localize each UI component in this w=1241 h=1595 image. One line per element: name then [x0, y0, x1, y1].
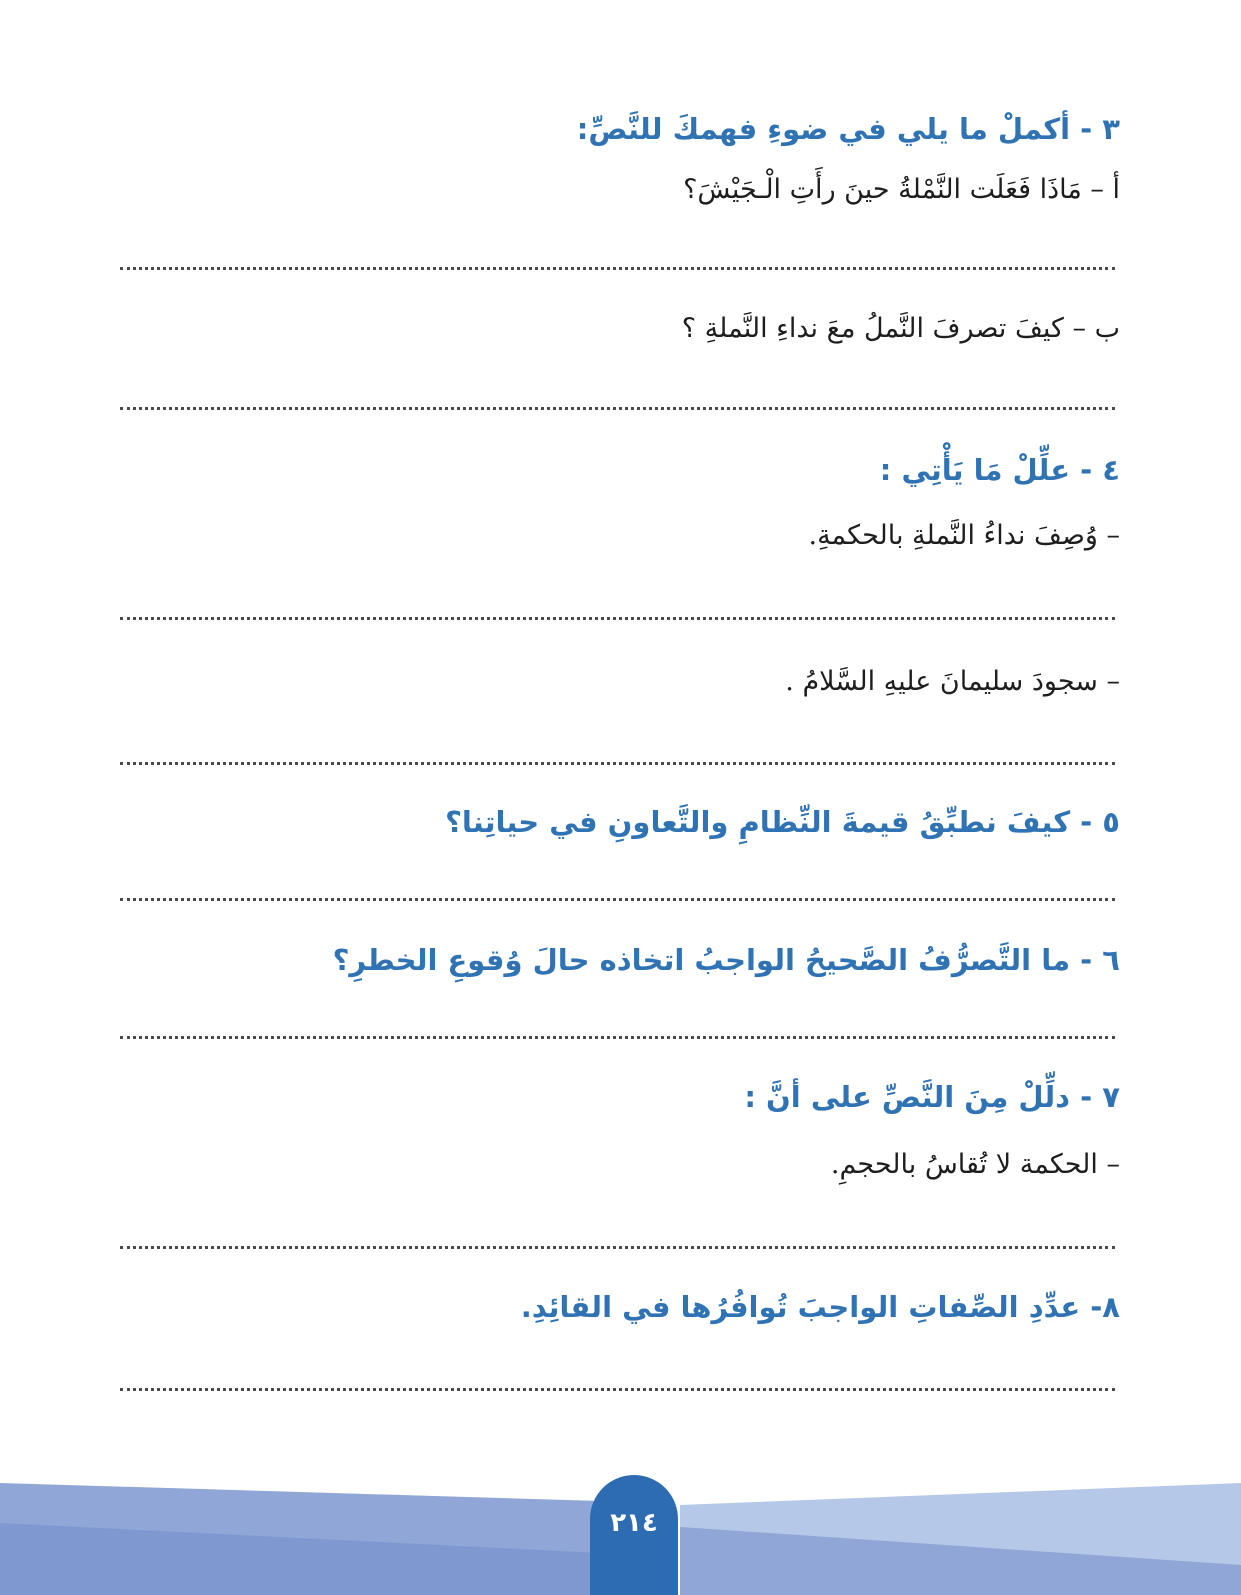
question-8-heading: ٨- عدِّدِ الصِّفاتِ الواجبَ تُوافُرُها في القائِدِ.: [520, 1290, 1120, 1324]
question-3-heading: ٣ - أكملْ ما يلي في ضوءِ فهمكَ للنَّصِّ:: [576, 112, 1120, 146]
answer-line-7a[interactable]: [120, 1246, 1115, 1249]
answer-line-4b[interactable]: [120, 762, 1115, 765]
question-5-heading: ٥ - كيفَ نطبِّقُ قيمةَ النِّظامِ والتَّعاونِ في حياتِنا؟: [445, 805, 1120, 839]
answer-line-8[interactable]: [120, 1388, 1115, 1391]
question-4b-text: – سجودَ سليمانَ عليهِ السَّلامُ .: [785, 666, 1120, 697]
answer-line-6[interactable]: [120, 1036, 1115, 1039]
answer-line-3b[interactable]: [120, 407, 1115, 410]
page-number: ٢١٤: [610, 1508, 658, 1538]
question-4-heading: ٤ - علِّلْ مَا يَأْتِي :: [879, 453, 1120, 487]
answer-line-5[interactable]: [120, 898, 1115, 901]
question-7-heading: ٧ - دلِّلْ مِنَ النَّصِّ على أنَّ :: [744, 1080, 1120, 1114]
question-7a-text: – الحكمة لا تُقاسُ بالحجمِ.: [830, 1149, 1120, 1180]
question-4a-text: – وُصِفَ نداءُ النَّملةِ بالحكمةِ.: [808, 520, 1120, 551]
answer-line-3a[interactable]: [120, 267, 1115, 270]
question-3a-text: أ – مَاذَا فَعَلَت النَّمْلةُ حينَ رأَتِ الْـجَيْشَ؟: [683, 174, 1120, 205]
question-6-heading: ٦ - ما التَّصرُّفُ الصَّحيحُ الواجبُ اتخاذه حالَ وُقوعِ الخطرِ؟: [332, 943, 1120, 977]
answer-line-4a[interactable]: [120, 617, 1115, 620]
question-3b-text: ب – كيفَ تصرفَ النَّملُ معَ نداءِ النَّملةِ ؟: [681, 313, 1120, 344]
